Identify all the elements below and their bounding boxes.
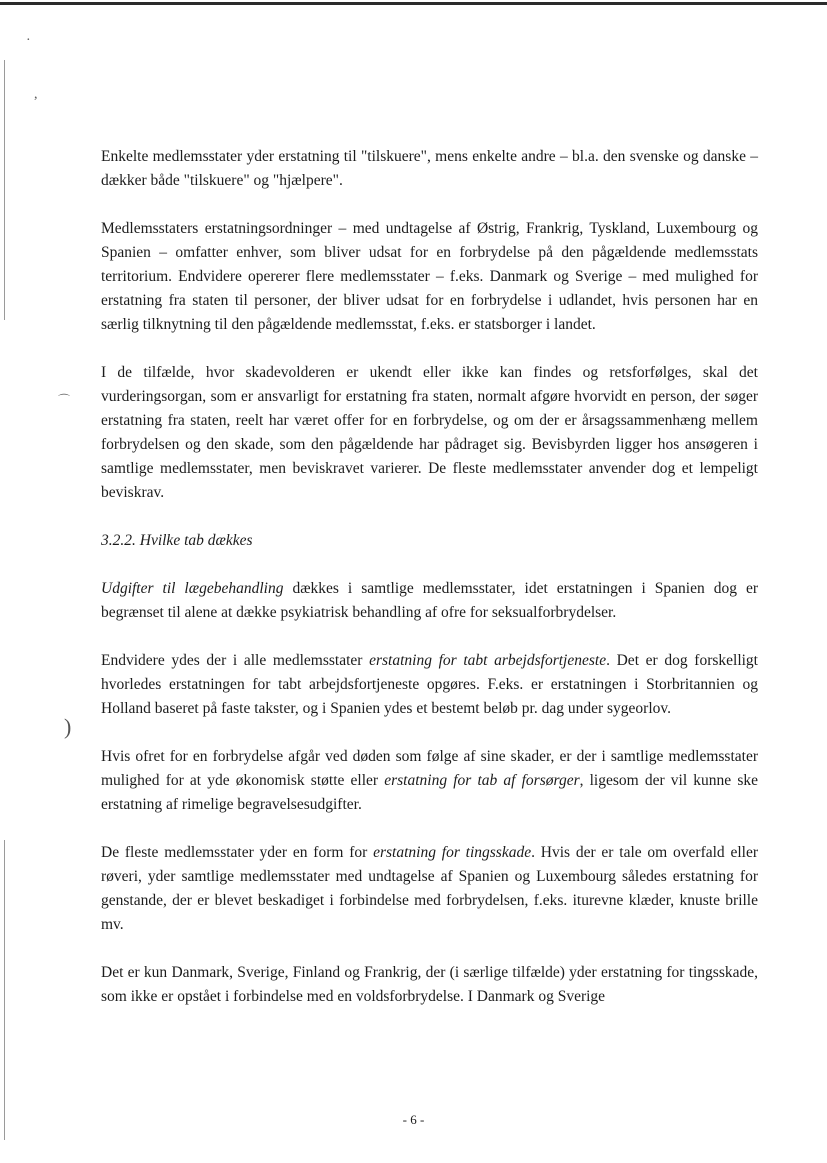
body-paragraph bbox=[101, 145, 758, 193]
paragraph-text: . Det er dog forskelligt hvorledes erstatningen for tabt arbejdsfortjeneste opgøres. F.eks. er erstatningen i Storbritannien og Holland baseret på faste takster, og i Spanien ydes et bestemt beløb pr. dag under sygeorlov. bbox=[101, 652, 758, 717]
paragraph-text: I de tilfælde, hvor skadevolderen er ukendt eller ikke kan findes og retsforfølges, skal det vurderingsorgan, som er ansvarligt for erstatning fra staten, normalt afgøre hvorvidt en person, der søger erstatning fra staten, reelt har været offer for en forbrydelse, og om der er årsagssammenhæng mellem forbrydelsen og den skade, som den pågældende har pådraget sig. Bevisbyrden ligger hos ansøgeren i samtlige medlemsstater, men beviskravet varierer. De fleste medlemsstater anvender dog et lempeligt beviskrav. bbox=[101, 364, 758, 501]
scan-speck-mark: , bbox=[34, 87, 38, 102]
left-scan-edge-lower bbox=[4, 840, 5, 1140]
body-paragraph bbox=[101, 745, 758, 817]
emphasized-term: erstatning for tabt arbejdsfortjeneste bbox=[369, 652, 607, 669]
emphasized-term: erstatning for tingsskade bbox=[373, 844, 532, 861]
left-scan-edge bbox=[4, 60, 5, 320]
paragraph-text: Endvidere ydes der i alle medlemsstater bbox=[101, 652, 370, 669]
body-paragraph bbox=[101, 841, 758, 937]
body-paragraph bbox=[101, 361, 758, 505]
paragraph-text: Enkelte medlemsstater yder erstatning til "tilskuere", mens enkelte andre – bl.a. den svenske og danske – dækker både "tilskuere" og "hjælpere". bbox=[101, 148, 758, 189]
body-paragraph bbox=[101, 217, 758, 337]
hole-punch-mark: ) bbox=[64, 714, 72, 739]
paragraph-text: . Hvis der er tale om overfald eller røveri, yder samtlige medlemsstater med undtagelse af Spanien og Luxembourg således erstatning for genstande, der er blevet beskadiget i forbindelse med forbrydelsen, f.eks. iturevne klæder, knuste brille mv. bbox=[101, 844, 758, 933]
paragraph-text: Medlemsstaters erstatningsordninger – med undtagelse af Østrig, Frankrig, Tyskland, Luxembourg og Spanien – omfatter enhver, som bliver udsat for en forbrydelse på den pågældende medlemsstats territorium. Endvidere opererer flere medlemsstater – f.eks. Danmark og Sverige – med mulighed for erstatning fra staten til personer, der bliver udsat for en forbrydelse i udlandet, hvis personen har en særlig tilknytning til den pågældende medlemsstat, f.eks. er statsborger i landet. bbox=[101, 220, 758, 333]
section-heading bbox=[101, 529, 758, 553]
paragraph-text: dækkes i samtlige medlemsstater, idet erstatningen i Spanien dog er begrænset til alene at dække psykiatrisk behandling af ofre for seksualforbrydelser. bbox=[101, 580, 758, 621]
top-scan-rule bbox=[0, 2, 827, 5]
body-paragraph bbox=[101, 961, 758, 1009]
emphasized-term: Udgifter til lægebehandling bbox=[101, 580, 284, 597]
page-number: - 6 - bbox=[402, 1112, 425, 1127]
body-paragraph bbox=[101, 649, 758, 721]
body-paragraph bbox=[101, 577, 758, 625]
paragraph-text: De fleste medlemsstater yder en form for bbox=[101, 844, 374, 861]
paragraph-text: Hvis ofret for en forbrydelse afgår ved døden som følge af sine skader, er der i samtlige medlemsstater mulighed for at yde økonomisk støtte eller bbox=[101, 748, 758, 789]
emphasized-term: erstatning for tab af forsørger bbox=[384, 772, 580, 789]
paragraph-text: Det er kun Danmark, Sverige, Finland og Frankrig, der (i særlige tilfælde) yder erstatning for tingsskade, som ikke er opstået i forbindelse med en voldsforbrydelse. I Danmark og Sverige bbox=[101, 964, 758, 1005]
emphasized-term: 3.2.2. Hvilke tab dækkes bbox=[101, 532, 253, 549]
document-body bbox=[101, 145, 758, 1033]
scan-speck-mark: · bbox=[26, 33, 31, 48]
hole-punch-mark: ⌒ bbox=[58, 393, 71, 407]
paragraph-text: , ligesom der vil kunne ske erstatning af rimelige begravelsesudgifter. bbox=[101, 772, 758, 813]
